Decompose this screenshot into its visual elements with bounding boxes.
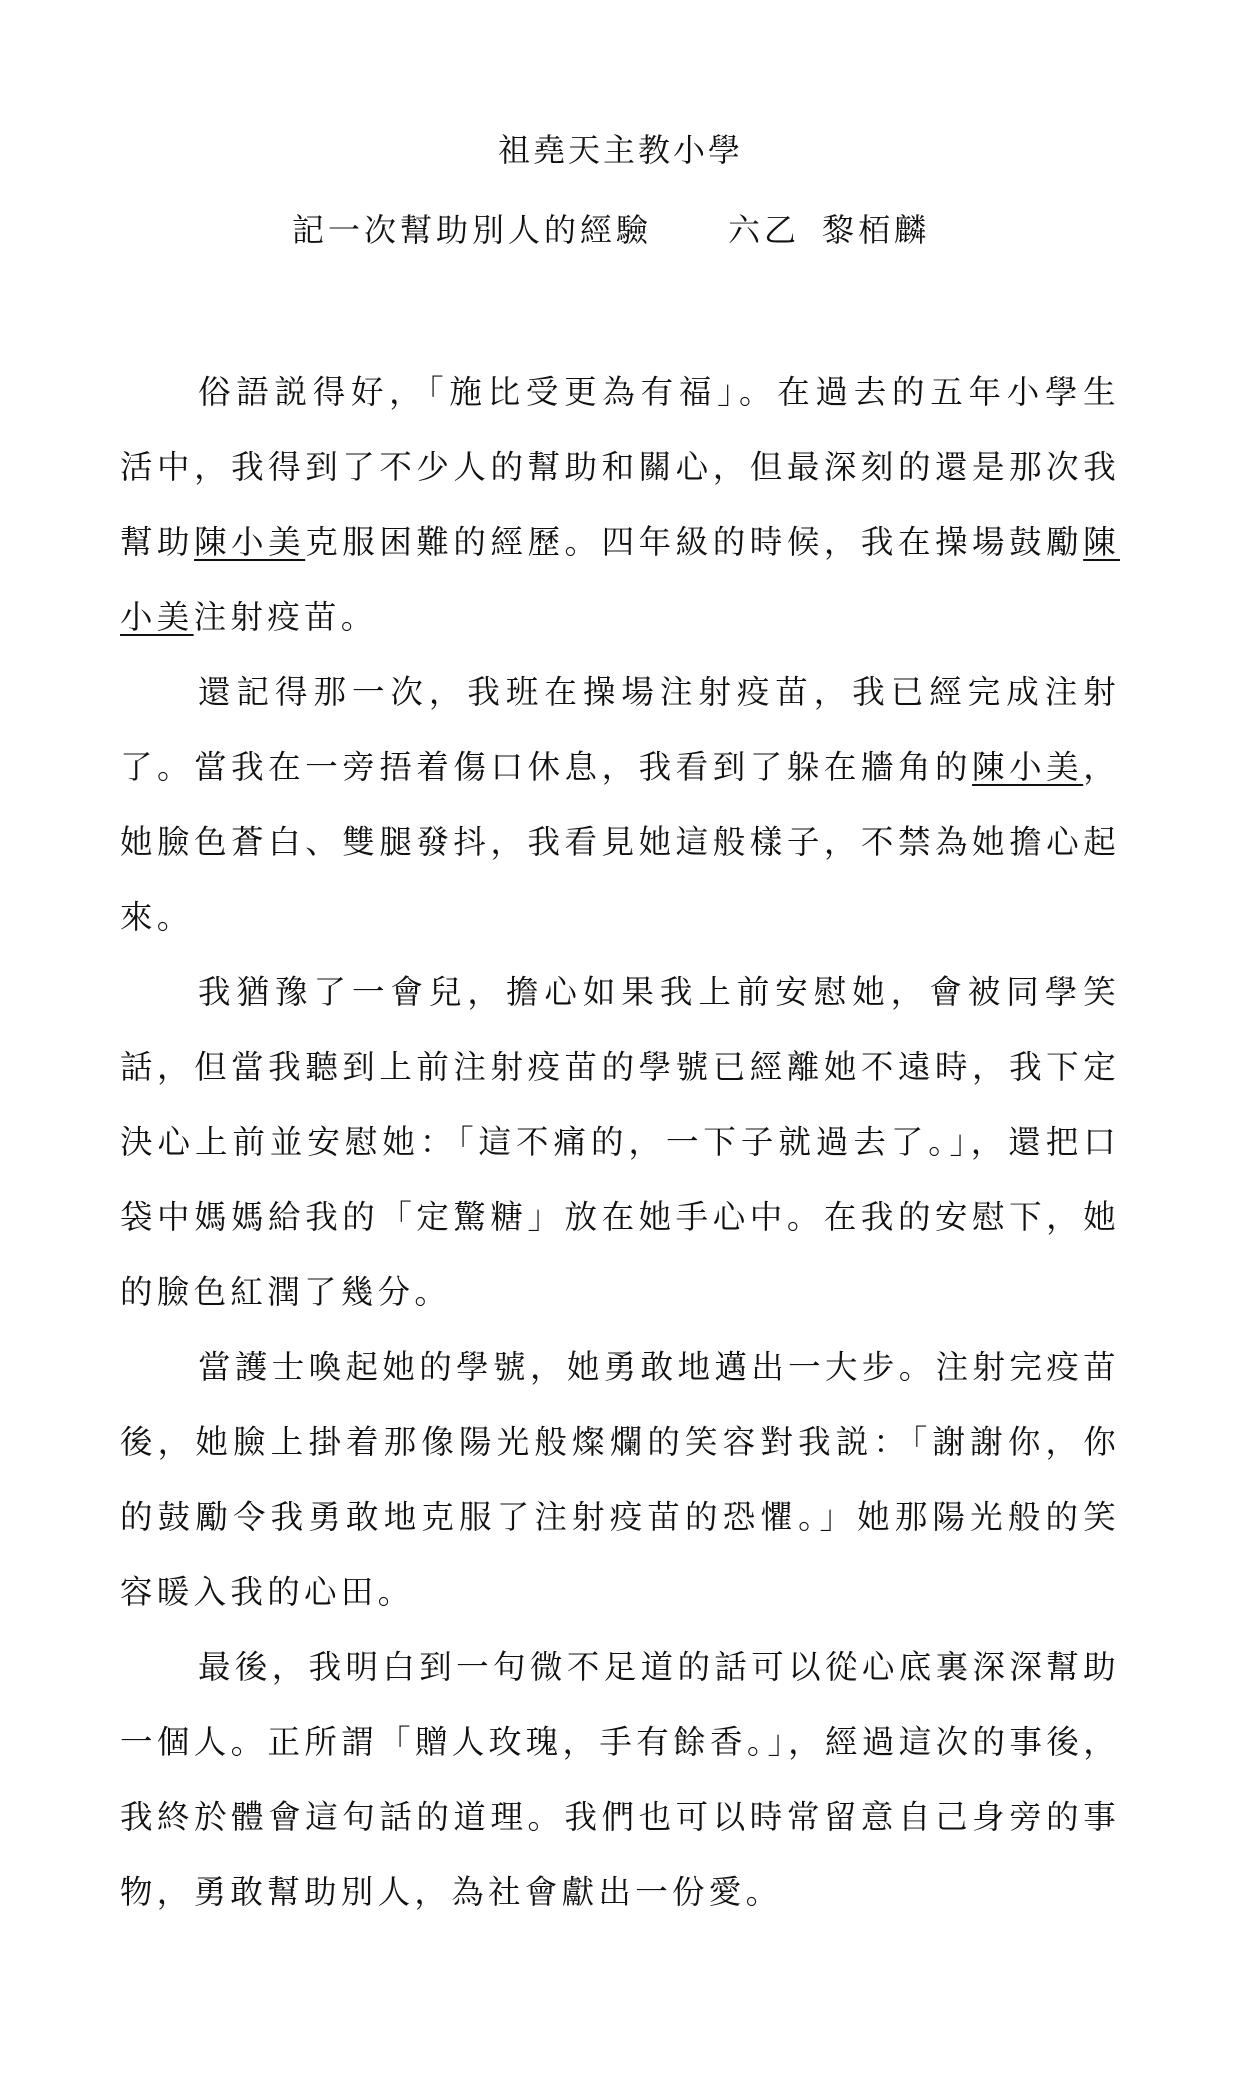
paragraph-text: 注射疫苗。 (193, 598, 378, 636)
paragraph-text: 還記得那一次，我班在操場注射疫苗，我已經完成注射了。當我在一旁捂着傷口休息，我看到了躲在牆角的 (120, 673, 1120, 786)
essay-body (120, 355, 1120, 1930)
essay-title: 記一次幫助別人的經驗 (292, 211, 653, 249)
underlined-name: 陳小美 (972, 748, 1084, 786)
paragraph-text: ，她臉色蒼白、雙腿發抖，我看見她這般樣子，不禁為她擔心起來。 (120, 748, 1120, 936)
paragraph-2 (120, 655, 1120, 955)
paragraph-4: 當護士喚起她的學號，她勇敢地邁出一大步。注射完疫苗後，她臉上掛着那像陽光般燦爛的笑容對我説：「謝謝你，你的鼓勵令我勇敢地克服了注射疫苗的恐懼。」她那陽光般的笑容暖入我的心田。 (120, 1348, 1120, 1611)
essay-title-line (292, 210, 930, 250)
paragraph-text: 克服困難的經歷。四年級的時候，我在操場鼓勵 (305, 523, 1084, 561)
author-name: 黎栢麟 (822, 211, 931, 249)
paragraph-5: 最後，我明白到一句微不足道的話可以從心底裏深深幫助一個人。正所謂「贈人玫瑰，手有餘香。」，經過這次的事後，我終於體會這句話的道理。我們也可以時常留意自己身旁的事物，勇敢幫助別人，為社會獻出一份愛。 (120, 1648, 1120, 1911)
paragraph-3: 我猶豫了一會兒，擔心如果我上前安慰她，會被同學笑話，但當我聽到上前注射疫苗的學號已經離她不遠時，我下定決心上前並安慰她：「這不痛的，一下子就過去了。」，還把口袋中媽媽給我的「定驚糖」放在她手心中。在我的安慰下，她的臉色紅潤了幾分。 (120, 973, 1120, 1311)
school-name: 祖堯天主教小學 (497, 131, 743, 169)
class-label: 六乙 (728, 211, 801, 249)
paragraph-1 (120, 355, 1120, 655)
paragraph-text: 俗語説得好，「施比受更為有福」。在過去的五年小學生活中，我得到了不少人的幫助和關心，但最深刻的還是那次我幫助 (120, 373, 1120, 561)
underlined-name: 陳小美 (120, 523, 1120, 636)
underlined-name: 陳小美 (194, 523, 306, 561)
